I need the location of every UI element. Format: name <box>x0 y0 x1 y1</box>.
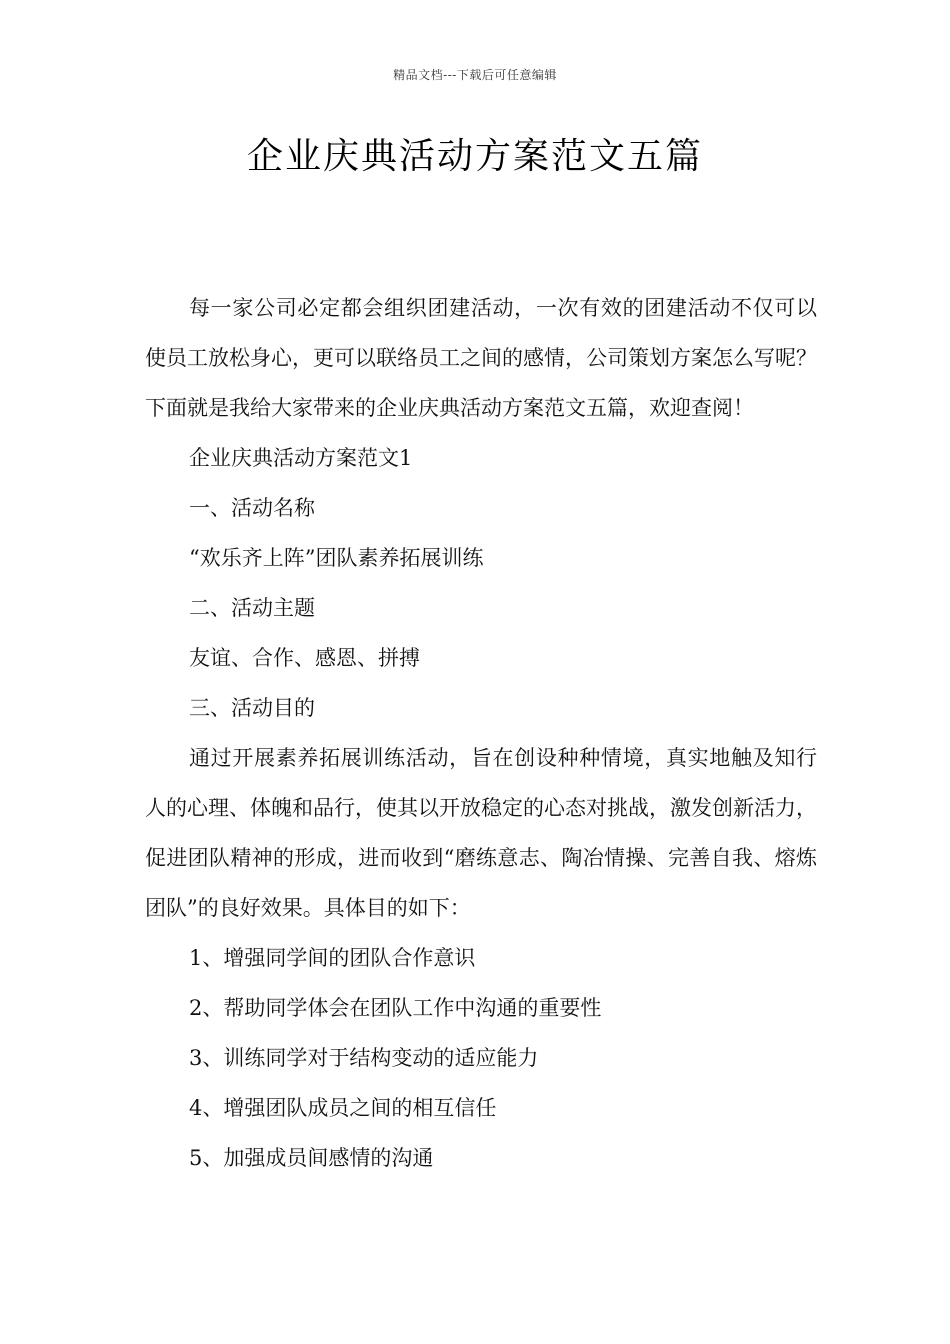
goal-item: 1、增强同学间的团队合作意识 <box>189 946 476 970</box>
section-heading: 企业庆典活动方案范文1 <box>189 446 413 470</box>
activity-theme-heading: 二、活动主题 <box>189 596 315 620</box>
activity-name-content: “欢乐齐上阵”团队素养拓展训练 <box>189 546 484 570</box>
goal-item: 4、增强团队成员之间的相互信任 <box>189 1096 497 1120</box>
intro-paragraph: 每一家公司必定都会组织团建活动，一次有效的团建活动不仅可以使员工放松身心，更可以联络员工之间的感情，公司策划方案怎么写呢？下面就是我给大家带来的企业庆典活动方案范文五篇，欢迎查阅！ <box>145 296 817 420</box>
goal-item: 3、训练同学对于结构变动的适应能力 <box>189 1046 539 1070</box>
activity-name-heading: 一、活动名称 <box>189 496 315 520</box>
document-title: 企业庆典活动方案范文五篇 <box>246 136 703 177</box>
header-note: 精品文档---下载后可任意编辑 <box>393 68 557 82</box>
goal-item: 5、加强成员间感情的沟通 <box>189 1146 434 1170</box>
purpose-paragraph: 通过开展素养拓展训练活动，旨在创设种种情境，真实地触及知行人的心理、体魄和品行，使其以开放稳定的心态对挑战，激发创新活力，促进团队精神的形成，进而收到“磨练意志、陶冶情操、完善自我、熔炼团队”的良好效果。具体目的如下： <box>145 746 817 920</box>
document-body <box>145 283 817 1183</box>
activity-theme-content: 友谊、合作、感恩、拼搏 <box>189 646 420 670</box>
goal-item: 2、帮助同学体会在团队工作中沟通的重要性 <box>189 996 602 1020</box>
activity-purpose-heading: 三、活动目的 <box>189 696 315 720</box>
